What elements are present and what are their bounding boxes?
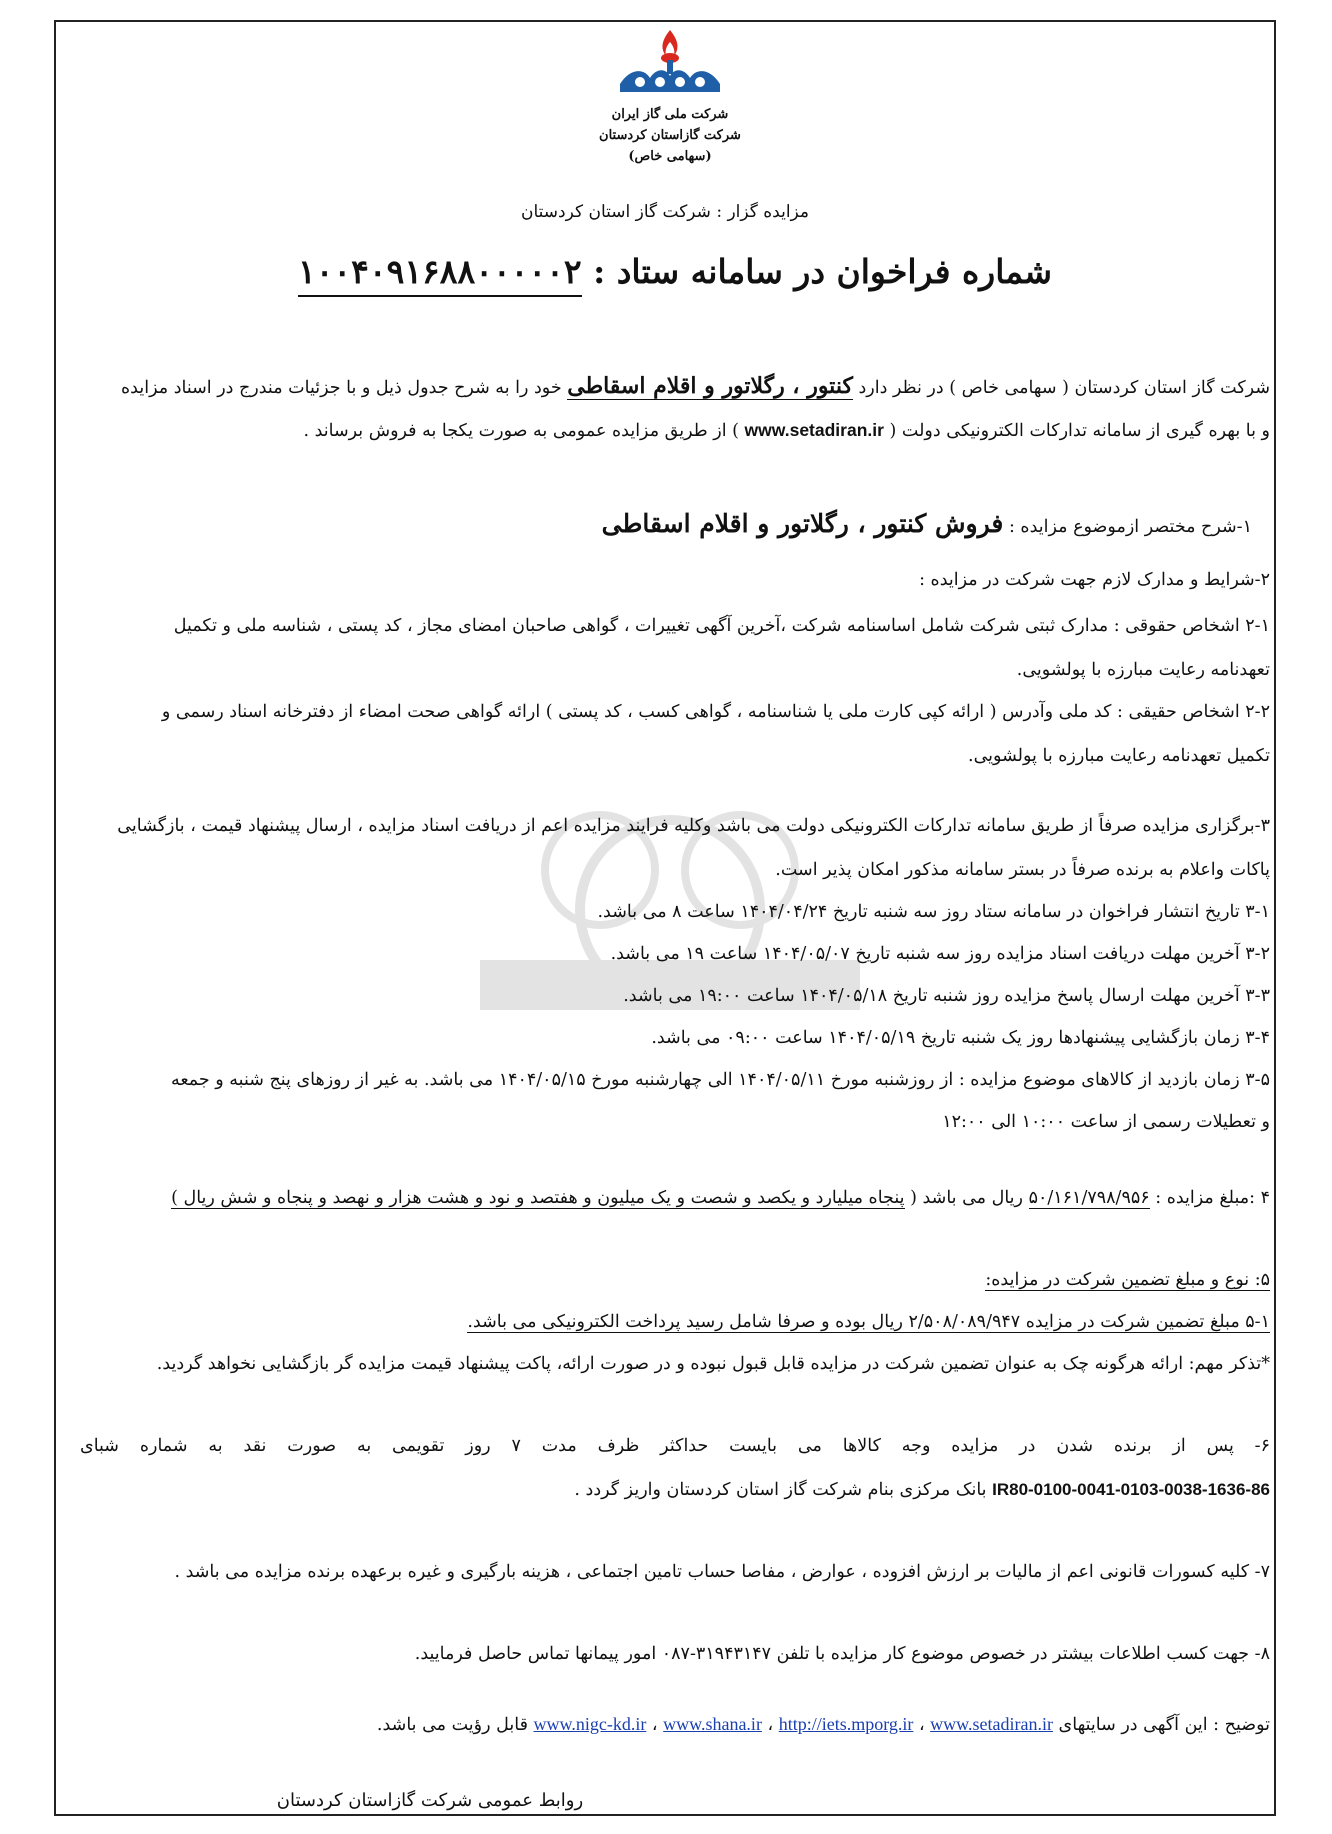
section-3-line-1: ۳-برگزاری مزایده صرفاً از طریق سامانه تدارکات الکترونیکی دولت می باشد وکلیه فرایند مزایده اعم از دریافت اسناد مزایده ، ارسال پیشنهاد قیمت ، بازگشایی (117, 816, 1270, 836)
logo-caption (560, 104, 780, 167)
section-3-1: ۳-۱ تاریخ انتشار فراخوان در سامانه ستاد روز سه شنبه تاریخ ۱۴۰۴/۰۴/۲۴ ساعت ۸ می باشد. (597, 902, 1270, 922)
section-2-1-line-2: تعهدنامه رعایت مبارزه با پولشویی. (1016, 660, 1270, 680)
intro-line-2 (80, 412, 1270, 449)
section-6-line-1: ۶- پس از برنده شدن در مزایده وجه کالاها می بایست حداکثر ظرف مدت ۷ روز تقویمی به صورت نقد به شماره شبای (80, 1436, 1270, 1456)
nigc-logo (610, 22, 730, 106)
footer-note: توضیح : این آگهی در سایتهای www.nigc-kd.ir ، www.shana.ir ، http://iets.mporg.ir ، www.setadiran.ir قابل رؤیت می باشد. (376, 1714, 1270, 1735)
section-5-title (80, 1262, 1270, 1298)
call-number: ۱۰۰۴۰۹۱۶۸۸۰۰۰۰۰۲ (298, 252, 582, 297)
intro-text-c: و با بهره گیری از سامانه تدارکات الکترونیکی دولت ( (889, 421, 1270, 441)
footer-suffix: قابل رؤیت می باشد. (376, 1715, 528, 1735)
intro-line-1 (80, 368, 1270, 406)
link-nigc-kd[interactable]: www.nigc-kd.ir (533, 1714, 647, 1734)
section-6-rest: بانک مرکزی بنام شرکت گاز استان کردستان واریز گردد . (574, 1480, 987, 1500)
section-5-note: *تذکر مهم: ارائه هرگونه چک به عنوان تضمین شرکت در مزایده قابل قبول نبوده و در صورت ارائه، پاکت پیشنهاد قیمت مزایده گر بازگشایی نخواهد گردید. (156, 1354, 1270, 1374)
link-setadiran[interactable]: www.setadiran.ir (930, 1714, 1053, 1734)
auction-amount: ۵۰/۱۶۱/۷۹۸/۹۵۶ (1028, 1188, 1150, 1208)
section-2-1-line-1: ۲-۱ اشخاص حقوقی : مدارک ثبتی شرکت شامل اساسنامه شرکت ،آخرین آگهی تغییرات ، گواهی صاحبان امضای مجاز ، کد پستی ، شناسه ملی و تکمیل (173, 616, 1270, 636)
section-1-label: ۱-شرح مختصر ازموضوع مزایده : (1008, 517, 1252, 537)
intro-text-d: ) از طریق مزایده عمومی به صورت یکجا به فروش برساند . (303, 421, 739, 441)
auction-amount-words: پنجاه میلیارد و یکصد و شصت و یک میلیون و هفتصد و نود و هشت هزار و نهصد و پنجاه و شش ریال ) (171, 1188, 905, 1208)
link-iets[interactable]: http://iets.mporg.ir (778, 1714, 914, 1734)
call-title (280, 252, 1070, 291)
intro-items: کنتور ، رگلاتور و اقلام اسقاطی (567, 373, 853, 399)
section-3-5-line-1: ۳-۵ زمان بازدید از کالاهای موضوع مزایده : از روزشنبه مورخ ۱۴۰۴/۰۵/۱۱ الی چهارشنبه مورخ ۱۴۰۴/۰۵/۱۵ می باشد. به غیر از روزهای پنج شنبه و جمعه (170, 1070, 1270, 1090)
section-3-4: ۳-۴ زمان بازگشایی پیشنهادها روز یک شنبه تاریخ ۱۴۰۴/۰۵/۱۹ ساعت ۰۹:۰۰ می باشد. (651, 1028, 1270, 1048)
intro-text-a: شرکت گاز استان کردستان ( سهامی خاص ) در نظر دارد (858, 378, 1270, 398)
section-5-1 (80, 1304, 1270, 1340)
footer-prefix: توضیح : این آگهی در سایتهای (1058, 1715, 1270, 1735)
section-3-2: ۳-۲ آخرین مهلت دریافت اسناد مزایده روز سه شنبه تاریخ ۱۴۰۴/۰۵/۰۷ ساعت ۱۹ می باشد. (610, 944, 1270, 964)
section-6-line-2 (80, 1472, 1270, 1508)
section-5-title-text: ۵: نوع و مبلغ تضمین شرکت در مزایده: (985, 1270, 1270, 1290)
section-3-3: ۳-۳ آخرین مهلت ارسال پاسخ مزایده روز شنبه تاریخ ۱۴۰۴/۰۵/۱۸ ساعت ۱۹:۰۰ می باشد. (623, 986, 1270, 1006)
iban: IR80-0100-0041-0103-0038-1636-86 (992, 1480, 1270, 1499)
section-7: ۷- کلیه کسورات قانونی اعم از مالیات بر ارزش افزوده ، عوارض ، مفاصا حساب تامین اجتماعی ، هزینه بارگیری و غیره برعهده برنده مزایده می باشد . (174, 1562, 1270, 1582)
section-2-2-line-2: تکمیل تعهدنامه رعایت مبارزه با پولشویی. (968, 746, 1270, 766)
logo-line-1: شرکت ملی گاز ایران (611, 107, 729, 122)
section-2-title: ۲-شرایط و مدارک لازم جهت شرکت در مزایده : (919, 570, 1270, 590)
section-8: ۸- جهت کسب اطلاعات بیشتر در خصوص موضوع کار مزایده با تلفن ۳۱۹۴۳۱۴۷-۰۸۷ امور پیمانها تماس حاصل فرمایید. (414, 1644, 1270, 1664)
section-1-value: فروش کنتور ، رگلاتور و اقلام اسقاطی (601, 509, 1004, 538)
section-5-1-text: ۵-۱ مبلغ تضمین شرکت در مزایده ۲/۵۰۸/۰۸۹/۹۴۷ ریال بوده و صرفا شامل رسید پرداخت الکترونیکی می باشد. (467, 1312, 1270, 1332)
link-shana[interactable]: www.shana.ir (663, 1714, 762, 1734)
logo-line-2: شرکت گازاستان کردستان (599, 128, 741, 143)
section-4-mid: ریال می باشد ( (910, 1188, 1023, 1208)
intro-text-b: خود را به شرح جدول ذیل و با جزئیات مندرج در اسناد مزایده (121, 378, 562, 398)
logo-line-3: (سهامی خاص) (628, 149, 712, 164)
section-1 (152, 506, 1252, 545)
organizer-line: مزایده گزار : شرکت گاز استان کردستان (520, 202, 810, 222)
section-4-label: ۴ :مبلغ مزایده : (1155, 1188, 1270, 1208)
signature: روابط عمومی شرکت گازاستان کردستان (276, 1790, 584, 1811)
call-title-label: شماره فراخوان در سامانه ستاد : (593, 252, 1053, 291)
section-3-5-line-2: و تعطیلات رسمی از ساعت ۱۰:۰۰ الی ۱۲:۰۰ (942, 1112, 1270, 1132)
intro-site: www.setadiran.ir (744, 420, 884, 440)
section-4 (80, 1180, 1270, 1216)
section-3-line-2: پاکات واعلام به برنده صرفاً در بستر سامانه مذکور امکان پذیر است. (775, 860, 1270, 880)
section-2-2-line-1: ۲-۲ اشخاص حقیقی : کد ملی وآدرس ( ارائه کپی کارت ملی یا شناسنامه ، گواهی کسب ، کد پستی ) ارائه گواهی صحت امضاء از دفترخانه اسناد رسمی و (161, 702, 1270, 722)
